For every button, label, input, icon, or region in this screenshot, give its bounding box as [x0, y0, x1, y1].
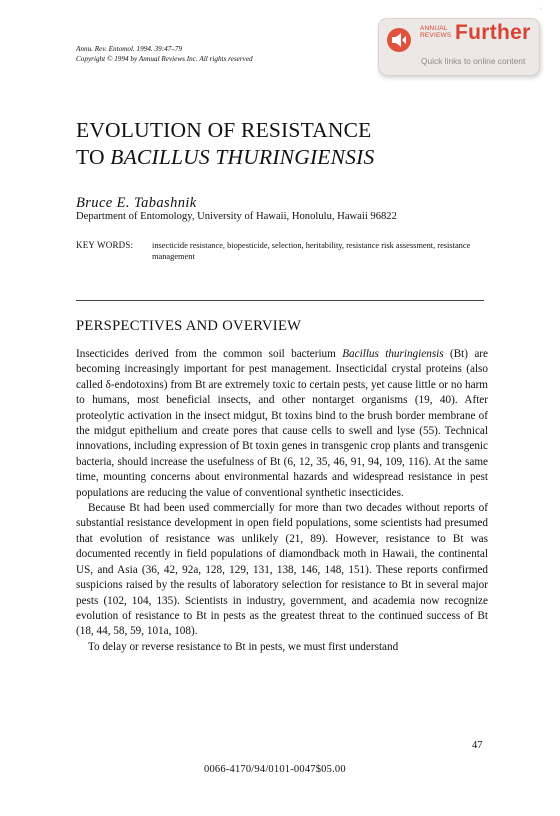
- paragraph-1: [76, 347, 488, 501]
- corner-mark: ·: [540, 6, 542, 12]
- author-name: Bruce E. Tabashnik: [76, 195, 197, 211]
- paragraph-3: To delay or reverse resistance to Bt in pests, we must first understand: [88, 640, 399, 653]
- title-line-1: EVOLUTION OF RESISTANCE: [76, 118, 372, 142]
- brand-line-1: ANNUAL: [420, 25, 448, 32]
- paragraph-1-rest: (Bt) are becoming increasingly important for pest management. Insecticidal crystal proteins (also called δ-endotoxins) from Bt are extremely toxic to certain pests, yet cause little or no harm to humans, most beneficial insects, and other nontarget organisms (19, 40). After proteolytic activation in the insect midgut, Bt toxins bind to the brush border membrane of the midgut epithelium and create pores that cause cells to swell and lyse (55). Technical innovations, including expression of Bt toxin genes in transgenic crop plants and transgenic bacteria, should increase the usefulness of Bt (6, 12, 35, 46, 91, 94, 109, 116). At the same time, mounting concerns about environmental hazards and widespread resistance in pest populations are reducing the value of conventional synthetic insecticides.: [76, 348, 488, 499]
- journal-line-2: Copyright © 1994 by Annual Reviews Inc. All rights reserved: [76, 55, 253, 63]
- body-text: [76, 347, 488, 655]
- further-word: Further: [455, 21, 531, 44]
- species-name: Bacillus thuringiensis: [342, 348, 444, 360]
- keywords-label: KEY WORDS:: [76, 240, 134, 250]
- title-line-2-prefix: TO: [76, 145, 105, 169]
- section-heading: PERSPECTIVES AND OVERVIEW: [76, 318, 302, 334]
- paragraph-2: Because Bt had been used commercially for more than two decades without reports of substantial resistance development in open field populations, some scientists had presumed that evolution of resistance was unlikely (21, 89). However, resistance to Bt was documented recently in field populations of diamondback moth in Hawaii, the continental US, and Asia (36, 42, 92a, 128, 129, 131, 138, 146, 148, 151). These reports confirmed suspicions raised by the results of laboratory selection for resistance to Bt in several major pests (102, 104, 135). Scientists in industry, government, and academia now recognize evolution of resistance to Bt in pests as the greatest threat to the continued success of Bt (18, 44, 58, 59, 101a, 108).: [76, 502, 488, 638]
- title-line-2-italic: BACILLUS THURINGIENSIS: [110, 145, 375, 169]
- title-line-2: [76, 144, 374, 171]
- journal-citation: [76, 44, 253, 64]
- divider-rule: [76, 300, 484, 301]
- page-number: 47: [472, 740, 483, 751]
- author-affiliation: Department of Entomology, University of Hawaii, Honolulu, Hawaii 96822: [76, 211, 397, 222]
- brand-line-2: REVIEWS: [420, 32, 452, 39]
- speaker-arrow-icon: [387, 28, 411, 52]
- article-code: 0066-4170/94/0101-0047$05.00: [204, 764, 346, 775]
- further-tagline: Quick links to online content: [421, 56, 526, 66]
- journal-line-1: Annu. Rev. Entomol. 1994. 39:47–79: [76, 45, 183, 53]
- article-title: [76, 117, 374, 171]
- further-links-badge[interactable]: [378, 18, 540, 76]
- annual-reviews-brand: [420, 25, 451, 39]
- paragraph-1-start: Insecticides derived from the common soil bacterium: [76, 348, 343, 360]
- keywords-text: insecticide resistance, biopesticide, selection, heritability, resistance risk assessment, resistance management: [152, 241, 471, 261]
